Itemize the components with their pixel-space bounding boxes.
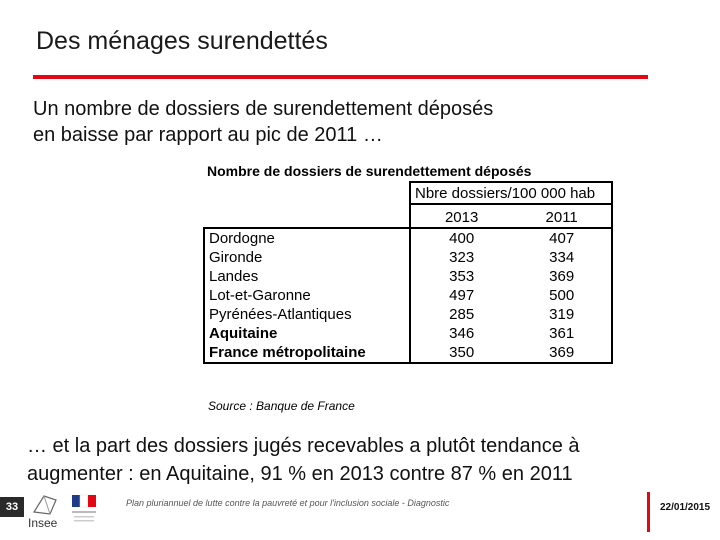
table-title: Nombre de dossiers de surendettement déposés [207,163,532,179]
table-row [204,305,612,324]
row-name: Landes [204,267,410,286]
value-2011: 407 [512,228,612,248]
slide-title: Des ménages surendettés [36,27,328,55]
footer-date: 22/01/2015 [660,502,711,513]
year-header-2013: 2013 [410,204,512,228]
footer-divider [647,492,650,532]
intro-text [33,96,633,148]
value-2013: 323 [410,248,512,267]
republique-francaise-logo-icon [70,493,98,529]
table-row [204,267,612,286]
row-name: Dordogne [204,228,410,248]
surendettement-table [203,161,613,364]
footer-caption: Plan pluriannuel de lutte contre la pauvreté et pour l'inclusion sociale - Diagnostic [126,498,450,508]
value-2011: 361 [512,324,612,343]
data-table [203,181,613,364]
unit-header: Nbre dossiers/100 000 hab [410,182,612,204]
year-header-2011: 2011 [512,204,612,228]
value-2013: 400 [410,228,512,248]
intro-line-2: en baisse par rapport au pic de 2011 … [33,124,383,146]
table-row [204,286,612,305]
value-2013: 346 [410,324,512,343]
table-row [204,343,612,363]
table-row [204,324,612,343]
conclusion-text [27,432,707,488]
value-2011: 334 [512,248,612,267]
row-name: Gironde [204,248,410,267]
value-2011: 319 [512,305,612,324]
page-number: 33 [0,497,24,517]
table-empty-cell [204,204,410,228]
value-2011: 500 [512,286,612,305]
value-2013: 350 [410,343,512,363]
row-name: France métropolitaine [204,343,410,363]
title-underline [33,75,648,79]
row-name: Pyrénées-Atlantiques [204,305,410,324]
insee-logo-text: Insee [28,516,58,530]
conclusion-line-2: augmenter : en Aquitaine, 91 % en 2013 contre 87 % en 2011 [27,463,573,485]
table-row [204,228,612,248]
row-name: Lot-et-Garonne [204,286,410,305]
table-empty-cell [204,182,410,204]
table-row [204,248,612,267]
table-year-header-row [204,204,612,228]
table-source: Source : Banque de France [208,399,355,413]
table-unit-header-row [204,182,612,204]
intro-line-1: Un nombre de dossiers de surendettement déposés [33,98,494,120]
value-2013: 353 [410,267,512,286]
value-2013: 285 [410,305,512,324]
conclusion-line-1: … et la part des dossiers jugés recevables a plutôt tendance à [27,435,580,457]
value-2011: 369 [512,267,612,286]
row-name: Aquitaine [204,324,410,343]
value-2013: 497 [410,286,512,305]
value-2011: 369 [512,343,612,363]
